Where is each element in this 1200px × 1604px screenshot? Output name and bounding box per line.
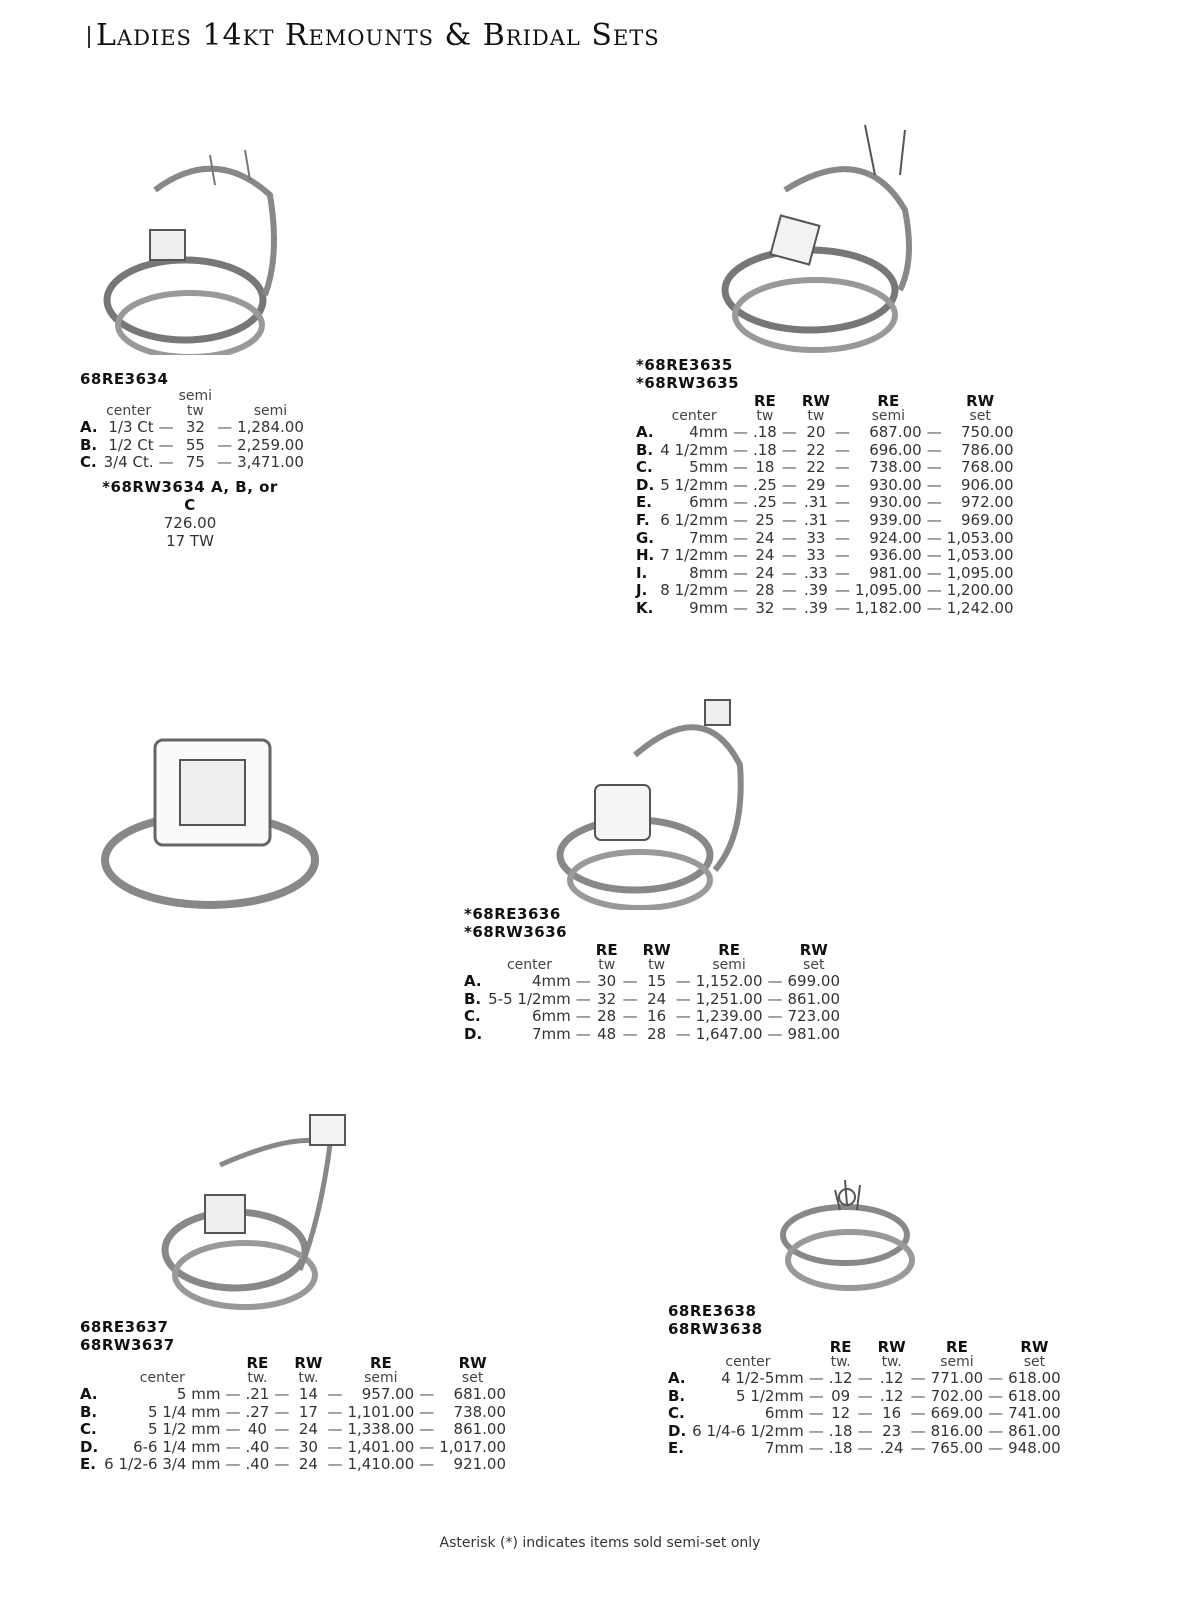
re-semi-price: 816.00 [930,1421,984,1440]
rw-set-price: 1,053.00 [946,546,1014,565]
row-letter: C. [668,1404,685,1423]
rw-set-price: 861.00 [787,989,840,1008]
product-3635 [636,356,1014,618]
table-row: C. 6mm — 12 — 16 — 669.00 — 741.00 [668,1404,1061,1423]
ring-halo-image [100,730,330,915]
re-tw: .25 [752,493,777,512]
rw-set-price: 1,200.00 [946,581,1014,600]
rw-tw: 22 [806,458,826,477]
header-row-top [464,943,840,958]
rw-set-price: 699.00 [787,972,840,990]
rw-set-price: 972.00 [961,493,1014,512]
center-size: 5mm [689,458,728,477]
rw-set-price: 741.00 [1008,1404,1061,1423]
row-letter: C. [464,1007,481,1026]
re-tw: 32 [597,989,617,1008]
re-semi-price: 1,251.00 [695,989,763,1008]
center-size: 7mm [764,1439,804,1458]
rw-option-tw: 17 TW [166,531,214,550]
col-header: semi [871,408,906,424]
re-semi-price: 1,401.00 [347,1437,415,1456]
re-semi-price: 1,095.00 [854,581,922,600]
table-row: A. 1/3 Ct — 32 — 1,284.00 [80,418,304,436]
rw-tw: 24 [298,1420,318,1439]
table-row: C. 3/4 Ct. — 75 — 3,471.00 [80,453,304,472]
re-tw: 40 [247,1420,267,1439]
table-row: D. 5 1/2mm — .25 — 29 — 930.00 — 906.00 [636,475,1014,494]
rw-tw: .39 [803,598,828,617]
table-row: E. 7mm — .18 — .24 — 765.00 — 948.00 [668,1439,1061,1458]
col-header-top [692,1340,804,1355]
row-letter: B. [636,440,654,459]
re-tw: .27 [245,1402,270,1421]
row-letter: D. [668,1421,687,1440]
re-tw: 28 [597,1007,617,1026]
rw-set-price: 618.00 [1008,1386,1061,1405]
re-semi-price: 669.00 [930,1404,984,1423]
col-header-tw: tw [186,403,204,419]
row-letter: E. [80,1455,96,1474]
rw-tw: 30 [298,1437,318,1456]
row-letter: E. [636,493,652,512]
row-letter: A. [668,1369,686,1387]
center-size: 4 1/2-5mm [721,1369,804,1387]
table-row: C. 6mm — 28 — 16 — 1,239.00 — 723.00 [464,1007,840,1026]
rw-tw: 16 [882,1404,902,1423]
col-header: tw. [881,1354,902,1370]
center-size: 6mm [532,1007,571,1026]
rw-tw: .33 [803,563,828,582]
rw-tw: .31 [803,493,828,512]
table-row: K. 9mm — 32 — .39 — 1,182.00 — 1,242.00 [636,598,1014,617]
re-tw: 48 [597,1024,617,1043]
row-letter: G. [636,528,655,547]
re-tw: .18 [752,423,777,441]
re-tw: .18 [828,1439,853,1458]
col-header-semi: semi [253,403,288,419]
col-header-top: RE [369,1354,392,1372]
sku-label-re: 68RE3637 [80,1318,169,1336]
sku-label-rw: 68RW3637 [80,1336,175,1354]
col-header: set [1023,1354,1046,1370]
re-tw: 18 [755,458,775,477]
rw-tw: .24 [879,1439,904,1458]
center-size: 6mm [764,1404,804,1423]
row-letter: J. [636,581,648,600]
rw-set-price: 768.00 [961,458,1014,477]
table-row: E. 6mm — .25 — .31 — 930.00 — 972.00 [636,493,1014,512]
table-row: A. 4mm — .18 — 20 — 687.00 — 750.00 [636,423,1014,441]
rw-option-price: 726.00 [163,513,217,532]
rw-tw: 33 [806,546,826,565]
ring-3636-image [555,695,755,910]
re-semi-price: 1,239.00 [695,1007,763,1026]
rw-set-price: 1,053.00 [946,528,1014,547]
table-row: B. 5 1/2mm — 09 — .12 — 702.00 — 618.00 [668,1386,1061,1405]
re-tw: .12 [828,1369,853,1387]
rw-tw: 16 [647,1007,667,1026]
sku-label: 68RE3634 [80,370,169,388]
re-semi-price: 957.00 [361,1385,415,1403]
center-size: 6 1/2-6 3/4 mm [104,1455,221,1474]
price-table [464,943,840,1043]
table-row: B. 5-5 1/2mm — 32 — 24 — 1,251.00 — 861.00 [464,989,840,1008]
col-header-top: RW [1020,1338,1049,1356]
col-header-top: RW [642,941,671,959]
ring-3637-image [160,1110,360,1315]
price-table [668,1340,1061,1458]
row-letter: I. [636,563,648,582]
footer-note: Asterisk (*) indicates items sold semi-set only [439,1535,761,1551]
re-tw: 25 [755,510,775,529]
re-semi-price: 1,182.00 [854,598,922,617]
rw-set-price: 981.00 [787,1024,840,1043]
table-row: D. 6-6 1/4 mm — .40 — 30 — 1,401.00 — 1,017.00 [80,1437,507,1456]
rw-set-price: 723.00 [787,1007,840,1026]
re-semi-price: 738.00 [869,458,922,477]
rw-tw: 20 [806,423,826,441]
col-header: center [725,1354,771,1370]
col-header: tw [648,957,666,973]
row-letter: B. [80,1402,98,1421]
rw-tw: .31 [803,510,828,529]
re-semi-price: 930.00 [869,493,922,512]
center-size: 8 1/2mm [660,581,728,600]
col-header: center [671,408,717,424]
rw-set-price: 861.00 [453,1420,507,1439]
col-header: set [803,957,825,973]
center-size: 5 mm [176,1385,221,1403]
center-size: 7mm [532,1024,571,1043]
table-row: B. 5 1/4 mm — .27 — 17 — 1,101.00 — 738.00 [80,1402,507,1421]
table-row: A. 4mm — 30 — 15 — 1,152.00 — 699.00 [464,972,840,990]
re-semi-price: 981.00 [869,563,922,582]
header-row-top [668,1340,1061,1355]
center-size: 4mm [689,423,728,441]
re-semi-price: 687.00 [869,423,922,441]
page-title-text: Ladies 14kt Remounts & Bridal Sets [96,18,660,53]
rw-set-price: 681.00 [453,1385,507,1403]
table-row: I. 8mm — 24 — .33 — 981.00 — 1,095.00 [636,563,1014,582]
col-header: semi [712,957,746,973]
rw-tw: .12 [879,1386,904,1405]
sku-label-re: 68RE3638 [668,1302,757,1320]
re-semi-price: 771.00 [930,1369,984,1387]
table-row: G. 7mm — 24 — 33 — 924.00 — 1,053.00 [636,528,1014,547]
re-semi-price: 1,338.00 [347,1420,415,1439]
re-semi-price: 936.00 [869,546,922,565]
col-header-top [660,394,728,409]
sku-label-re: *68RE3636 [464,905,561,923]
sku-label-re: *68RE3635 [636,356,733,374]
rw-set-price: 969.00 [961,510,1014,529]
row-letter: F. [636,510,650,529]
rw-set-price: 738.00 [453,1402,507,1421]
col-header-top [104,1356,220,1371]
rw-tw: 14 [298,1385,318,1403]
col-header-top: RE [753,392,776,410]
center-size: 5 1/2mm [736,1386,804,1405]
title-bar-divider [88,26,90,48]
row-letter: B. [668,1386,686,1405]
row-letter: C. [80,1420,97,1439]
rw-tw: 29 [806,475,826,494]
rw-set-price: 921.00 [453,1455,507,1474]
center-size: 4mm [532,972,571,990]
re-tw: 24 [755,546,775,565]
re-semi-price: 1,101.00 [347,1402,415,1421]
table-row: D. 7mm — 48 — 28 — 1,647.00 — 981.00 [464,1024,840,1043]
rw-tw: 15 [647,972,667,990]
row-letter: B. [464,989,482,1008]
col-header: tw. [247,1370,268,1386]
re-semi-price: 939.00 [869,510,922,529]
re-semi-price: 702.00 [930,1386,984,1405]
row-letter: E. [668,1439,684,1458]
col-header-top: RE [595,941,618,959]
product-3634 [80,370,304,550]
col-header: set [461,1370,484,1386]
col-header: tw [756,408,774,424]
rw-option-label: *68RW3634 A, B, or C [102,477,278,514]
price-table [80,1356,506,1474]
center-size: 6 1/2mm [660,510,728,529]
col-header: tw. [830,1354,851,1370]
re-semi-price: 1,410.00 [347,1455,415,1474]
col-header-center: center [106,403,152,419]
col-header-top: RW [801,392,830,410]
re-tw: 09 [831,1386,851,1405]
table-row: H. 7 1/2mm — 24 — 33 — 936.00 — 1,053.00 [636,546,1014,565]
col-header: center [139,1370,185,1386]
table-row: B. 4 1/2mm — .18 — 22 — 696.00 — 786.00 [636,440,1014,459]
re-tw: .18 [752,440,777,459]
rw-tw: 17 [298,1402,318,1421]
re-tw: .25 [752,475,777,494]
rw-tw: 22 [806,440,826,459]
sku-label-rw: 68RW3638 [668,1320,763,1338]
row-letter: A. [80,1385,98,1403]
table-row: C. 5 1/2 mm — 40 — 24 — 1,338.00 — 861.00 [80,1420,507,1439]
rw-set-price: 1,095.00 [946,563,1014,582]
page-title [88,18,660,53]
col-header-top: RE [877,392,900,410]
row-letter: A. [464,972,482,990]
rw-tw: .39 [803,581,828,600]
table-row: A. 4 1/2-5mm — .12 — .12 — 771.00 — 618.00 [668,1369,1061,1387]
center-size: 5 1/4 mm [148,1402,221,1421]
table-row: C. 5mm — 18 — 22 — 738.00 — 768.00 [636,458,1014,477]
header-row-top [80,1356,506,1371]
center-size: 7mm [689,528,728,547]
col-header: center [506,957,552,973]
re-tw: 30 [597,972,617,990]
rw-set-price: 750.00 [961,423,1014,441]
header-row [80,1371,506,1386]
re-tw: 32 [755,598,775,617]
re-tw: .40 [245,1437,270,1456]
col-header: semi [940,1354,974,1370]
center-size: 6 1/4-6 1/2mm [692,1421,804,1440]
row-letter: D. [80,1437,99,1456]
rw-tw: 28 [647,1024,667,1043]
col-header: tw [807,408,825,424]
col-header-top: RW [799,941,828,959]
col-header-top: RE [946,1338,968,1356]
product-3637 [80,1318,506,1474]
header-row [636,409,1014,424]
col-header-top: semi [178,388,213,404]
price-table [80,389,304,472]
rw-set-price: 1,242.00 [946,598,1014,617]
table-row: J. 8 1/2mm — 28 — .39 — 1,095.00 — 1,200.00 [636,581,1014,600]
row-letter: D. [464,1024,483,1043]
sku-label-rw: *68RW3636 [464,923,568,941]
col-header-top: RE [718,941,740,959]
table-row: F. 6 1/2mm — 25 — .31 — 939.00 — 969.00 [636,510,1014,529]
col-header-top: RE [829,1338,852,1356]
re-tw: 24 [755,528,775,547]
col-header-top: RE [246,1354,269,1372]
rw-tw: 33 [806,528,826,547]
rw-set-price: 861.00 [1008,1421,1061,1440]
ring-3634-image [95,135,295,355]
re-semi-price: 924.00 [869,528,922,547]
re-semi-price: 1,152.00 [695,972,763,990]
rw-set-price: 1,017.00 [439,1437,507,1456]
re-tw: 28 [755,581,775,600]
rw-set-price: 948.00 [1008,1439,1061,1458]
header-row [464,958,840,973]
re-semi-price: 765.00 [930,1439,984,1458]
col-header: semi [364,1370,398,1386]
re-tw: .18 [828,1421,853,1440]
rw-tw: 24 [298,1455,318,1474]
header-row [668,1355,1061,1370]
rw-set-price: 786.00 [961,440,1014,459]
table-row: A. 5 mm — .21 — 14 — 957.00 — 681.00 [80,1385,507,1403]
re-tw: 24 [755,563,775,582]
col-header-top: RW [294,1354,323,1372]
center-size: 7 1/2mm [660,546,728,565]
center-size: 5 1/2 mm [148,1420,221,1439]
product-3636 [464,905,840,1043]
center-size: 9mm [689,598,728,617]
sku-label-rw: *68RW3635 [636,374,740,392]
rw-set-price: 906.00 [961,475,1014,494]
center-size: 5 1/2mm [660,475,728,494]
ring-3638-image [775,1165,925,1300]
col-header: tw [598,957,616,973]
re-semi-price: 930.00 [869,475,922,494]
rw-tw: 23 [882,1421,902,1440]
re-tw: 12 [831,1404,851,1423]
center-size: 5-5 1/2mm [488,989,571,1008]
rw-tw: .12 [879,1369,904,1387]
header-row-top [636,394,1014,409]
row-letter: C. [636,458,653,477]
re-semi-price: 696.00 [869,440,922,459]
center-size: 4 1/2mm [660,440,728,459]
col-header-top: RW [877,1338,906,1356]
row-letter: D. [636,475,655,494]
re-tw: .40 [245,1455,270,1474]
center-size: 6-6 1/4 mm [133,1437,221,1456]
row-letter: A. [636,423,654,441]
table-row: D. 6 1/4-6 1/2mm — .18 — 23 — 816.00 — 861.00 [668,1421,1061,1440]
center-size: 6mm [689,493,728,512]
col-header-top: RW [458,1354,487,1372]
col-header: tw. [298,1370,319,1386]
col-header-top [488,943,571,958]
col-header-top: RW [966,392,995,410]
rw-tw: 24 [647,989,667,1008]
rw-set-price: 618.00 [1008,1369,1061,1387]
row-letter: K. [636,598,654,617]
col-header: set [969,408,991,424]
product-3638 [668,1302,1061,1458]
center-size: 8mm [689,563,728,582]
row-letter: H. [636,546,655,565]
re-tw: .21 [245,1385,270,1403]
table-row: E. 6 1/2-6 3/4 mm — .40 — 24 — 1,410.00 — 921.00 [80,1455,507,1474]
re-semi-price: 1,647.00 [695,1024,763,1043]
table-row: B. 1/2 Ct — 55 — 2,259.00 [80,435,304,454]
price-table [636,394,1014,618]
ring-3635-image [715,120,935,355]
